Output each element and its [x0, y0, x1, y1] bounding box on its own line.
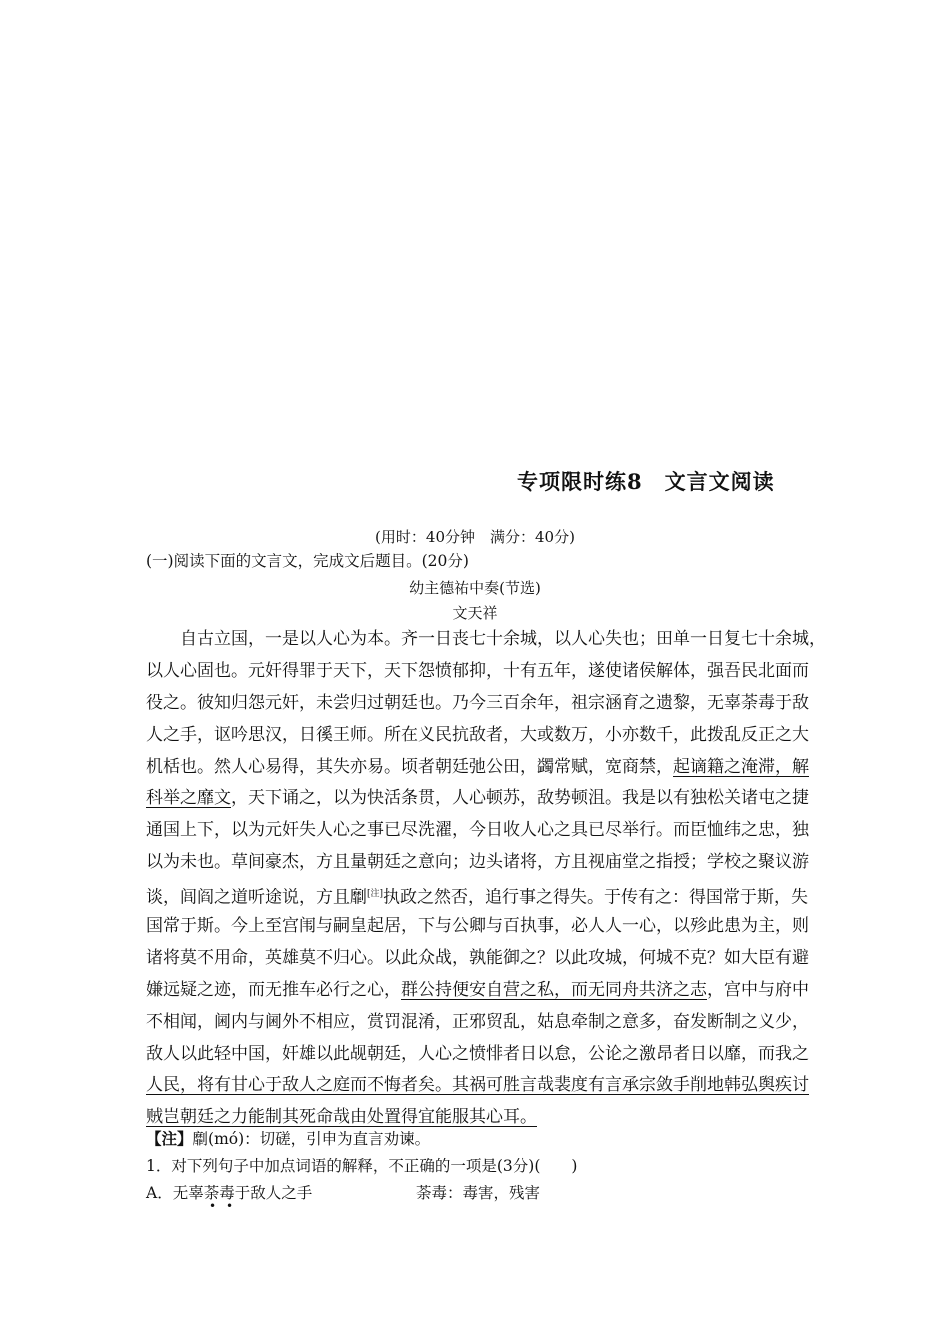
passage-text: 机栝也。然人心易得，其失亦易。顷者朝廷弛公田，蠲常赋，宽商禁， [146, 756, 673, 777]
passage-line: 通国上下，以为元奸失人心之事已尽洗濯，今日收人心之具已尽举行。而臣恤纬之忠，独 [146, 820, 809, 841]
passage-text: ，宫中与府中 [707, 979, 809, 1000]
text-author: 文天祥 [452, 604, 498, 622]
footnote-text: 劘(mó)：切磋，引申为直言劝谏。 [192, 1130, 431, 1148]
passage-line: 以为未也。草间豪杰，方且量朝廷之意向；边头诸将，方且视庙堂之指授；学校之聚议游 [146, 852, 809, 873]
passage-text: 谈，闾阎之道听途说，方且劘 [146, 887, 367, 908]
underlined-sentence: 起谪籍之淹滞，解 [673, 756, 809, 777]
time-info: (用时：40分钟 满分：40分) [375, 528, 575, 546]
passage-line: 役之。彼知归怨元奸，未尝归过朝廷也。乃今三百余年，祖宗涵育之遗黎，无辜荼毒于敌 [146, 692, 809, 713]
underlined-sentence: 科举之靡文 [146, 788, 231, 809]
passage [146, 624, 826, 1134]
note-reference: [注] [367, 889, 384, 900]
passage-line: 敌人以此轻中国，奸雄以此觇朝廷，人心之愤悱者日以怠，公论之激昂者日以靡，而我之 [146, 1043, 809, 1064]
passage-text: ，天下诵之，以为快活条贯，人心顿苏，敌势顿沮。我是以有独松关诸屯之捷 [231, 788, 809, 809]
section-instruction: (一)阅读下面的文言文，完成文后题目。(20分) [146, 552, 469, 570]
passage-line: 自古立国，一是以人心为本。齐一日丧七十余城，以人心失也；田单一日复七十余城， [180, 629, 826, 649]
option-a-gloss: 荼毒：毒害，残害 [416, 1184, 541, 1202]
passage-line [146, 752, 808, 784]
page-title: 专项限时练8 文言文阅读 [517, 469, 775, 494]
passage-line-underlined: 贼岂朝廷之力能制其死命哉由处置得宜能服其心耳。 [146, 1107, 537, 1128]
passage-text: 执政之然否，追行事之得失。于传有之：得国常于斯，失 [383, 887, 809, 908]
emphasis-dot: • [209, 1199, 217, 1213]
passage-line-underlined: 人民，将有甘心于敌人之庭而不悔者矣。其祸可胜言哉裴度有言承宗敛手削地韩弘舆疾讨 [146, 1075, 809, 1096]
passage-line [146, 783, 808, 815]
footnote-tag: 【注】 [146, 1129, 193, 1148]
passage-text: 嫌远疑之迹，而无推车必行之心， [146, 979, 401, 1000]
option-a: A．无辜荼毒于敌人之手 [146, 1184, 313, 1202]
underlined-sentence: 群公持便安自营之私，而无同舟共济之志 [401, 979, 707, 1000]
emphasis-dot: • [226, 1199, 234, 1213]
passage-line: 诸将莫不用命，英雄莫不归心。以此众战，孰能御之？以此攻城，何城不克？如大臣有避 [146, 947, 809, 968]
passage-line: 不相闻，阃内与阃外不相应，赏罚混淆，正邪贸乱，姑息牵制之意多，奋发断制之义少， [146, 1011, 809, 1032]
passage-line [146, 975, 808, 1007]
text-title: 幼主德祐中奏(节选) [409, 579, 541, 597]
passage-line: 以人心固也。元奸得罪于天下，天下怨愤郁抑，十有五年，遂使诸侯解体，强吾民北面而 [146, 660, 809, 681]
passage-line [146, 879, 808, 911]
passage-line: 人之手，讴吟思汉，日徯王师。所在义民抗敌者，大或数万，小亦数千，此拨乱反正之大 [146, 724, 809, 745]
passage-line: 国常于斯。今上至宫闱与嗣皇起居，下与公卿与百执事，必人人一心，以殄此患为主，则 [146, 916, 809, 937]
question-stem: 1．对下列句子中加点词语的解释，不正确的一项是(3分)( ) [146, 1157, 578, 1175]
footnote [146, 1127, 430, 1149]
